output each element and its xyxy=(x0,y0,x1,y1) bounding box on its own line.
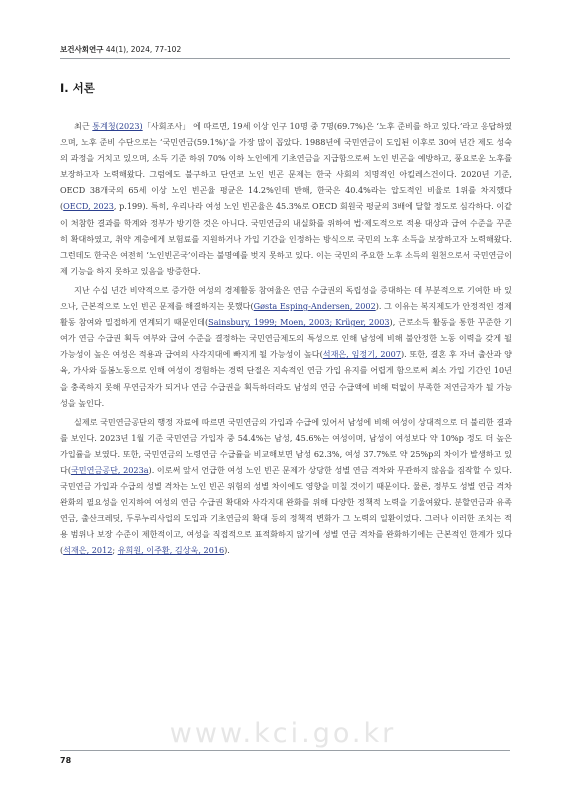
paragraph-text: 지난 수십 년간 비약적으로 증가한 여성의 경제활동 참여율은 연금 수급권의 독립성을 증대하는 데 부분적으로 기여한 바 있으나, 근본적으로 노인 빈곤 문제를 해결하지는 못했다( xyxy=(60,284,512,312)
paragraph-text: ), 근로소득 활동을 통한 꾸준한 기여가 연금 수급권 획득 여부와 급여 수준을 결정하는 국민연금제도의 특성으로 인해 남성에 비해 불안정한 노동 이력을 갖게 될 가능성이 높은 여성은 적용과 급여의 사각지대에 빠지게 될 가능성이 높다( xyxy=(60,317,513,360)
paragraph-text: ; xyxy=(112,545,118,556)
journal-issue-info: 44(1), 2024, 77-102 xyxy=(103,45,182,54)
paragraph-2 xyxy=(60,282,512,411)
paragraph-text: 실제로 국민연금공단의 행정 자료에 따르면 국민연금의 가입과 수급에 있어서 남성에 비해 여성이 상대적으로 더 불리한 결과를 보인다. 2023년 1월 기준 국민연금 가입자 중 54.4%는 남성, 45.6%는 여성이며, 남성이 여성보다 약 10%p 정도 더 높은 가입률을 보였다. 또한, 국민연금의 노령연금 수급률을 비교해보면 남성 62.3%, 여성 37.7%로 약 25%p의 차이가 발생하고 있다( xyxy=(60,416,512,475)
citation-link[interactable]: Sainsbury, 1999; Moen, 2003; Krüger, 2003 xyxy=(208,317,390,328)
citation-link[interactable]: 통계청(2023) xyxy=(92,121,143,131)
paragraph-text: ). 또한, 결혼 후 자녀 출산과 양육, 가사와 돌봄노동으로 인해 여성이 경험하는 경력 단절은 지속적인 연금 가입 유지를 어렵게 함으로써 최소 가입 기간인 10년을 충족하지 못해 무연금자가 되거나 연금 수급권을 획득하더라도 남성의 연금 수급액에 비해 턱없이 부족한 저연금자가 될 가능성을 높인다. xyxy=(60,349,513,408)
running-header xyxy=(60,44,510,55)
journal-name: 보건사회연구 xyxy=(60,45,104,54)
header-divider xyxy=(60,58,510,59)
citation-link[interactable]: 석재은, 2012 xyxy=(63,545,113,556)
citation-link[interactable]: OECD, 2023 xyxy=(63,201,114,212)
citation-link[interactable]: 유희원, 이주환, 김상욱, 2016 xyxy=(117,545,225,556)
paragraph-3 xyxy=(60,414,512,559)
page-number: 78 xyxy=(60,756,72,765)
paragraph-text: ). 그 이유는 복지제도가 안정적인 경제활동 참여와 밀접하게 연계되기 때문인데( xyxy=(60,301,512,328)
paragraph-text: ). 이로써 앞서 언급한 여성 노인 빈곤 문제가 상당한 성별 연금 격차와 무관하지 않음을 짐작할 수 있다. 국민연금 가입과 수급의 성별 격차는 노인 빈곤 위험의 성별 차이에도 영향을 미칠 것이기 때문이다. 물론, 정부도 성별 연금 격차 완화의 필요성을 인지하여 여성의 연금 수급권 확대와 사각지대 완화를 위해 다양한 정책적 노력을 기울여왔다. 분할연금과 유족연금, 출산크레딧, 두루누리사업의 도입과 기초연금의 확대 등의 정책적 변화가 그 노력의 일환이었다. 그러나 이러한 조치는 적용 범위나 보장 수준이 제한적이고, 여성을 직접적으로 표적화하지 않기에 성별 연금 격차를 완화하기에는 근본적인 한계가 있다( xyxy=(60,464,512,556)
footer-divider xyxy=(60,750,510,751)
citation-link[interactable]: Gøsta Esping-Andersen, 2002 xyxy=(253,301,376,312)
section-title: Ⅰ. 서론 xyxy=(60,81,95,95)
citation-link[interactable]: 석재은, 임정기, 2007 xyxy=(322,349,401,360)
paragraph-1 xyxy=(60,118,512,279)
watermark: www.kci.go.kr xyxy=(169,718,397,749)
paragraph-text: 최근 xyxy=(74,121,93,131)
article-body xyxy=(60,118,512,562)
citation-link[interactable]: 국민연금공단, 2023a xyxy=(70,464,149,475)
paragraph-text: 「사회조사」 에 따르면, 19세 이상 인구 10명 중 7명(69.7%)은 ‘노후 준비를 하고 있다.’라고 응답하였으며, 노후 준비 수단으로는 ‘국민연금(59.1%)’을 가장 많이 꼽았다. 1988년에 국민연금이 도입된 이후로 30여 년간 제도 성숙의 과정을 거치고 있으며, 소득 기준 하위 70% 이하 노인에게 기초연금을 지급함으로써 노인 빈곤을 예방하고, 풍요로운 노후를 보장하고자 노력해왔다. 그럼에도 불구하고 단연코 노인 빈곤 문제는 한국 사회의 치명적인 아킬레스건이다. 2020년 기준, OECD 38개국의 65세 이상 노인 빈곤율 평균은 14.2%인데 반해, 한국은 40.4%라는 압도적인 비율로 1위를 차지했다( xyxy=(60,121,512,212)
paragraph-text: , p.199). 특히, 우리나라 여성 노인 빈곤율은 45.3%로 OECD 회원국 평균의 3배에 달할 정도로 심각하다. 이같이 처참한 결과를 학계와 정부가 방기한 것은 아니다. 국민연금의 내실화를 위하여 법·제도적으로 적용 대상과 급여 수준을 꾸준히 확대하였고, 취약 계층에게 보험료를 지원하거나 가입 기간을 인정하는 방식으로 국민의 노후 소득을 보장하고자 노력해왔다. 그런데도 한국은 여전히 ‘노인빈곤국’이라는 불명예를 벗지 못하고 있다. 이는 국민의 주요한 노후 소득의 원천으로서 국민연금이 제 기능을 하지 못하고 있음을 방증한다. xyxy=(60,201,512,276)
paragraph-text: ). xyxy=(224,545,230,556)
